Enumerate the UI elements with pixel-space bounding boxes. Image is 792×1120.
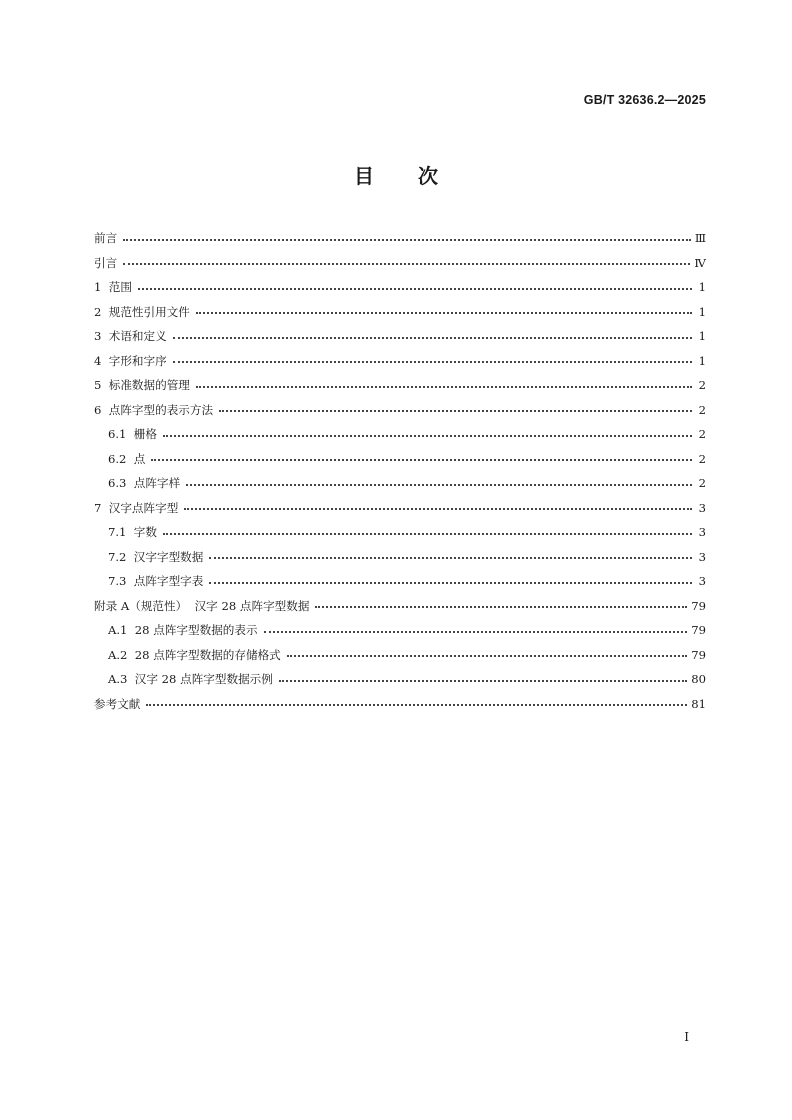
toc-leader-dots [186, 483, 692, 486]
toc-entry[interactable] [94, 569, 706, 594]
toc-leader-dots [146, 703, 687, 706]
toc-entry[interactable] [94, 251, 706, 276]
toc-leader-dots [138, 287, 692, 290]
toc-entry-page: 3 [698, 500, 706, 515]
toc-entry[interactable] [94, 349, 706, 374]
toc-entry[interactable] [94, 422, 706, 447]
toc-entry-page: 2 [698, 451, 706, 466]
toc-entry-label: A.1 28 点阵字型数据的表示 [108, 623, 258, 638]
toc-entry[interactable] [94, 373, 706, 398]
toc-leader-dots [196, 311, 692, 314]
toc-entry-page: 80 [691, 672, 706, 687]
toc-entry-label: 引言 [94, 255, 118, 270]
toc-entry[interactable] [94, 447, 706, 472]
toc-leader-dots [123, 262, 690, 265]
page-number: I [684, 1030, 689, 1044]
toc-entry[interactable] [94, 545, 706, 570]
toc-leader-dots [287, 654, 687, 657]
toc-leader-dots [315, 605, 687, 608]
toc-entry-label: 附录 A（规范性） 汉字 28 点阵字型数据 [94, 598, 310, 613]
toc-entry-page: 1 [698, 329, 706, 344]
toc-leader-dots [196, 385, 692, 388]
toc-entry-page: 2 [698, 427, 706, 442]
toc-entry-page: 1 [698, 304, 706, 319]
toc-entry[interactable] [94, 324, 706, 349]
toc-entry[interactable] [94, 643, 706, 668]
toc-entry-page: 81 [691, 696, 706, 711]
toc-entry[interactable] [94, 226, 706, 251]
toc-entry-label: 7.3 点阵字型字表 [108, 574, 204, 589]
toc-entry[interactable] [94, 471, 706, 496]
toc-entry-page: 3 [698, 549, 706, 564]
toc-leader-dots [123, 238, 691, 241]
toc-entry-label: A.2 28 点阵字型数据的存储格式 [108, 647, 281, 662]
toc-entry-label: 6.3 点阵字样 [108, 476, 181, 491]
toc-entry-label: 7 汉字点阵字型 [94, 500, 179, 515]
toc-entry-label: A.3 汉字 28 点阵字型数据示例 [108, 672, 273, 687]
toc-leader-dots [151, 458, 692, 461]
toc-entry-page: 1 [698, 353, 706, 368]
toc-entry-page: 2 [698, 402, 706, 417]
toc-entry-label: 5 标准数据的管理 [94, 378, 190, 393]
toc-entry-page: Ⅲ [694, 231, 706, 246]
toc-leader-dots [209, 556, 692, 559]
toc-entry-page: Ⅳ [694, 255, 706, 270]
toc-entry-page: 79 [691, 623, 706, 638]
toc-entry-label: 前言 [94, 231, 118, 246]
table-of-contents [94, 226, 706, 716]
toc-entry[interactable] [94, 594, 706, 619]
toc-entry-label: 4 字形和字序 [94, 353, 167, 368]
page-title: 目次 [354, 164, 482, 188]
toc-entry[interactable] [94, 618, 706, 643]
standard-number: GB/T 32636.2—2025 [583, 93, 706, 107]
toc-leader-dots [219, 409, 692, 412]
toc-entry-label: 7.1 字数 [108, 525, 157, 540]
toc-entry[interactable] [94, 667, 706, 692]
toc-entry[interactable] [94, 520, 706, 545]
toc-entry-label: 7.2 汉字字型数据 [108, 549, 204, 564]
toc-entry[interactable] [94, 275, 706, 300]
toc-entry-page: 1 [698, 280, 706, 295]
toc-entry-label: 2 规范性引用文件 [94, 304, 190, 319]
toc-leader-dots [173, 336, 692, 339]
toc-entry-page: 79 [691, 598, 706, 613]
toc-entry-page: 3 [698, 525, 706, 540]
toc-entry-label: 6.2 点 [108, 451, 146, 466]
toc-leader-dots [163, 434, 692, 437]
toc-entry[interactable] [94, 300, 706, 325]
toc-entry-page: 3 [698, 574, 706, 589]
toc-entry-label: 1 范围 [94, 280, 132, 295]
toc-entry-label: 3 术语和定义 [94, 329, 167, 344]
toc-entry[interactable] [94, 692, 706, 717]
toc-entry[interactable] [94, 398, 706, 423]
toc-leader-dots [279, 679, 687, 682]
toc-entry[interactable] [94, 496, 706, 521]
toc-leader-dots [173, 360, 692, 363]
toc-entry-page: 2 [698, 476, 706, 491]
toc-entry-page: 79 [691, 647, 706, 662]
toc-entry-label: 6 点阵字型的表示方法 [94, 402, 214, 417]
toc-leader-dots [264, 630, 688, 633]
toc-leader-dots [184, 507, 692, 510]
toc-entry-page: 2 [698, 378, 706, 393]
toc-entry-label: 6.1 栅格 [108, 427, 157, 442]
toc-leader-dots [163, 532, 692, 535]
toc-leader-dots [209, 581, 692, 584]
toc-entry-label: 参考文献 [94, 696, 141, 711]
